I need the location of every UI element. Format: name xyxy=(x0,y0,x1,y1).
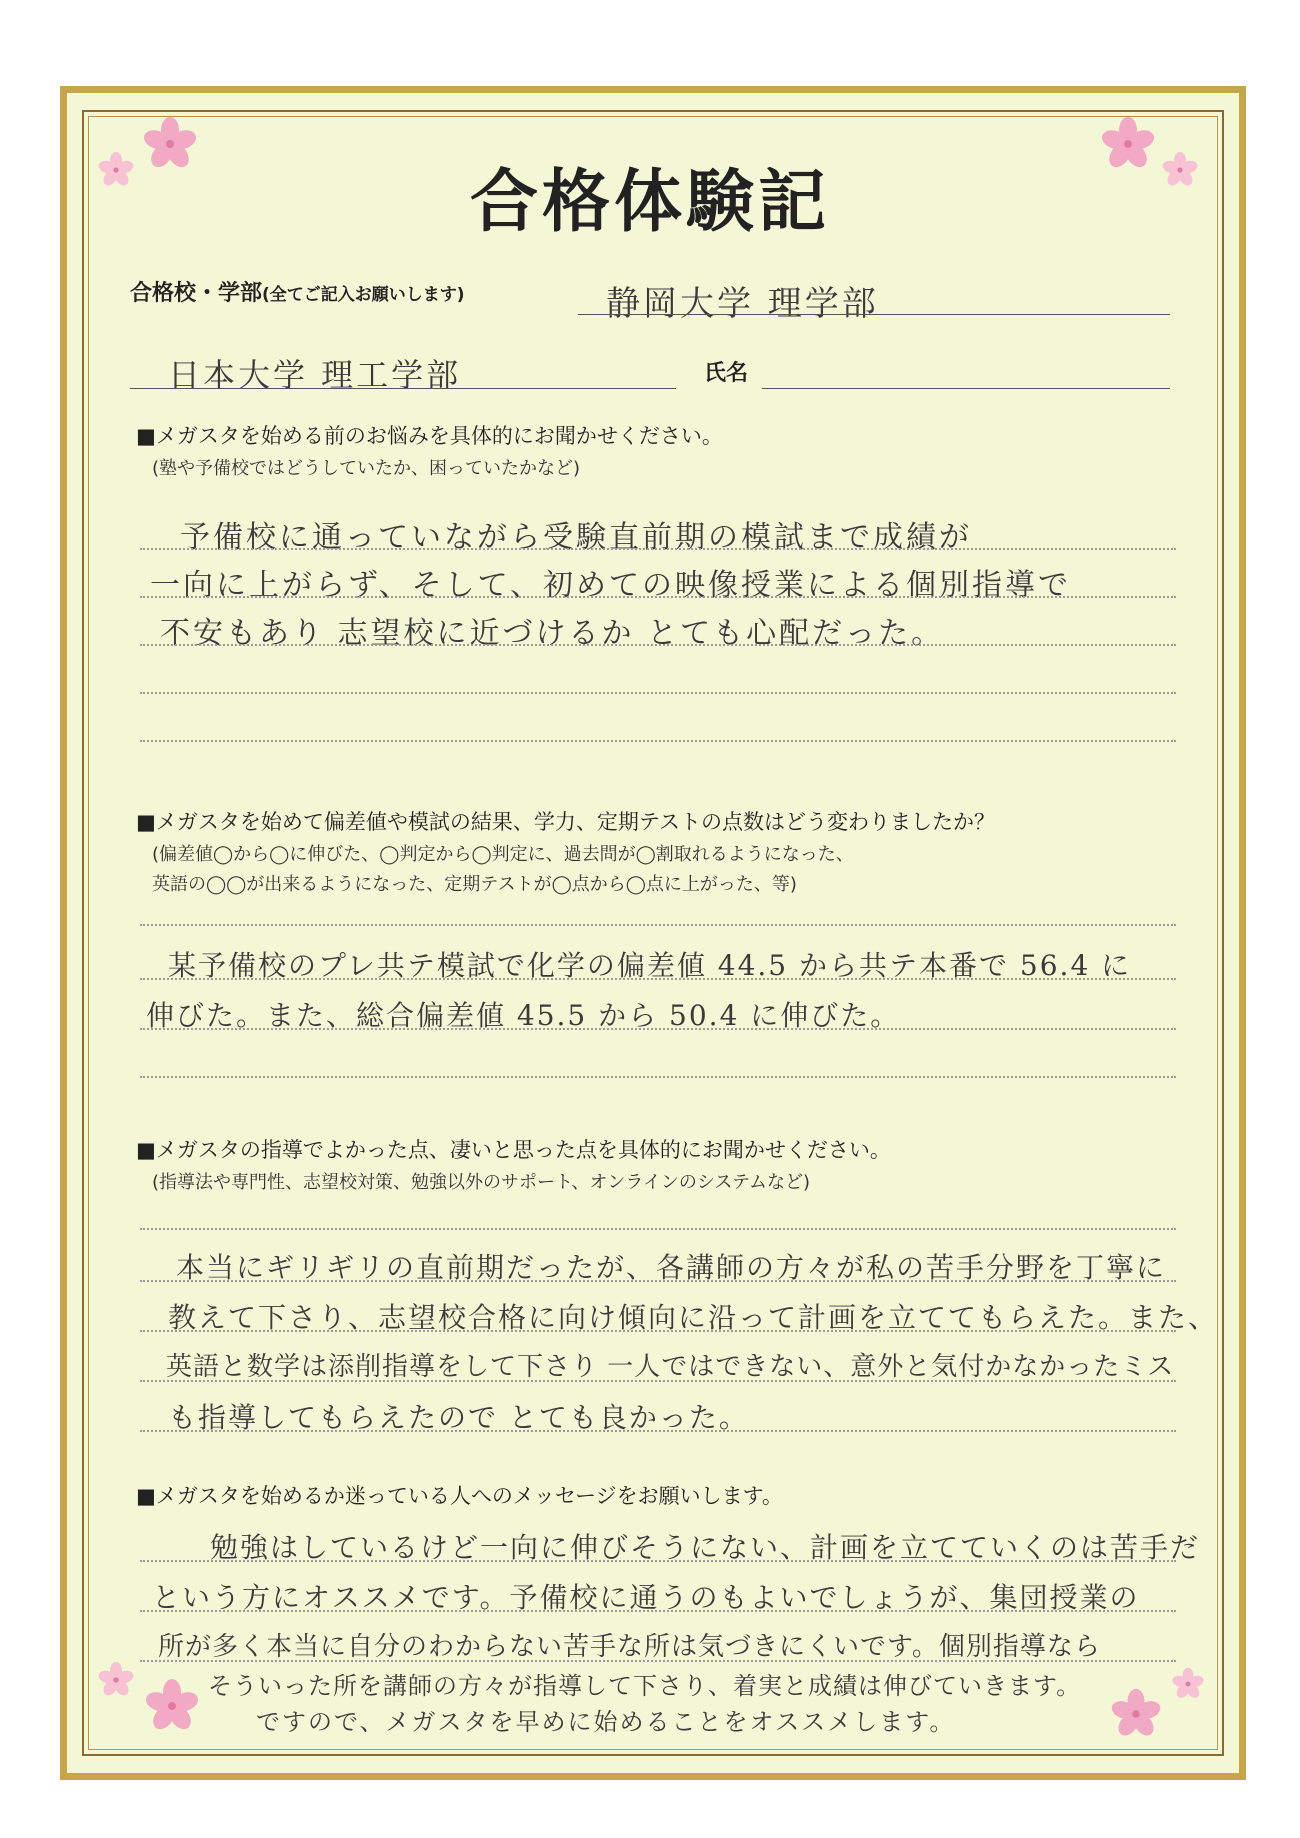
ruled-line xyxy=(140,644,1176,646)
school-underline-2 xyxy=(130,388,676,389)
ruled-line xyxy=(140,740,1176,742)
ruled-line xyxy=(140,1610,1176,1612)
cherry-blossom-icon xyxy=(1108,1686,1164,1742)
school-value-2: 日本大学 理工学部 xyxy=(168,356,462,394)
answer-4-line-2: という方にオススメです。予備校に通うのもよいでしょうが、集団授業の xyxy=(152,1581,1140,1614)
ruled-line xyxy=(140,1660,1176,1662)
question-2-note-2: 英語の◯◯が出来るようになった、定期テストが◯点から◯点に上がった、等) xyxy=(152,874,797,895)
ruled-line xyxy=(140,1028,1176,1030)
ruled-line xyxy=(140,548,1176,550)
name-label: 氏名 xyxy=(704,361,749,386)
ruled-line xyxy=(140,924,1176,926)
ruled-line xyxy=(140,978,1176,980)
question-1: ■メガスタを始める前のお悩みを具体的にお聞かせください。 xyxy=(136,424,723,448)
ruled-line xyxy=(140,596,1176,598)
answer-3-line-1: 本当にギリギリの直前期だったが、各講師の方々が私の苦手分野を丁寧に xyxy=(176,1251,1167,1284)
question-3: ■メガスタの指導でよかった点、凄いと思った点を具体的にお聞かせください。 xyxy=(136,1138,891,1162)
answer-1-line-2: 一向に上がらず、そして、初めての映像授業による個別指導で xyxy=(150,568,1071,603)
school-label-note: (全てご記入お願いします) xyxy=(262,285,465,305)
ruled-line xyxy=(140,1430,1176,1432)
question-4: ■メガスタを始めるか迷っている人へのメッセージをお願いします。 xyxy=(136,1484,783,1508)
answer-4-line-3: 所が多く本当に自分のわからない苦手な所は気づきにくいです。個別指導なら xyxy=(158,1632,1101,1662)
question-1-note: (塾や予備校ではどうしていたか、困っていたかなど) xyxy=(152,458,581,479)
school-label xyxy=(130,276,465,307)
answer-1-line-3: 不安もあり 志望校に近づけるか とても心配だった。 xyxy=(160,616,945,651)
answer-2-line-1: 某予備校のプレ共テ模試で化学の偏差値 44.5 から共テ本番で 56.4 に xyxy=(168,949,1132,982)
answer-3-line-2: 教えて下さり、志望校合格に向け傾向に沿って計画を立ててもらえた。また、 xyxy=(168,1301,1219,1334)
cherry-blossom-icon xyxy=(96,1660,136,1700)
ruled-line xyxy=(140,1280,1176,1282)
cherry-blossom-icon xyxy=(1170,1666,1206,1702)
school-label-text: 合格校・学部 xyxy=(130,281,263,306)
page-title: 合格体験記 xyxy=(469,162,830,242)
ruled-line xyxy=(140,692,1176,694)
ruled-line xyxy=(140,1228,1176,1230)
answer-4-line-1: 勉強はしているけど一向に伸びそうにない、計画を立てていくのは苦手だ xyxy=(210,1531,1201,1564)
answer-2-line-2: 伸びた。また、総合偏差値 45.5 から 50.4 に伸びた。 xyxy=(146,999,901,1032)
question-3-note: (指導法や専門性、志望校対策、勉強以外のサポート、オンラインのシステムなど) xyxy=(152,1172,811,1193)
answer-3-line-3: 英語と数学は添削指導をして下さり 一人ではできない、意外と気付かなかったミス xyxy=(166,1352,1175,1382)
school-value-1: 静岡大学 理学部 xyxy=(606,284,879,324)
question-2: ■メガスタを始めて偏差値や模試の結果、学力、定期テストの点数はどう変わりましたか？ xyxy=(136,810,995,834)
answer-4-line-5: ですので、メガスタを早めに始めることをオススメします。 xyxy=(256,1708,956,1736)
question-2-note-1: (偏差値◯から◯に伸びた、◯判定から◯判定に、過去問が◯割取れるようになった、 xyxy=(152,844,854,865)
answer-1-line-1: 予備校に通っていながら受験直前期の模試まで成績が xyxy=(180,520,972,555)
answer-4-line-4: そういった所を講師の方々が指導して下さり、着実と成績は伸びていきます。 xyxy=(208,1672,1082,1700)
cherry-blossom-icon xyxy=(142,1676,202,1736)
ruled-line xyxy=(140,1560,1176,1562)
ruled-line xyxy=(140,1380,1176,1382)
answer-3-line-4: も指導してもらえたので とても良かった。 xyxy=(168,1401,749,1434)
ruled-line xyxy=(140,1076,1176,1078)
ruled-line xyxy=(140,1330,1176,1332)
name-underline xyxy=(762,388,1170,389)
school-underline-1 xyxy=(578,314,1170,315)
